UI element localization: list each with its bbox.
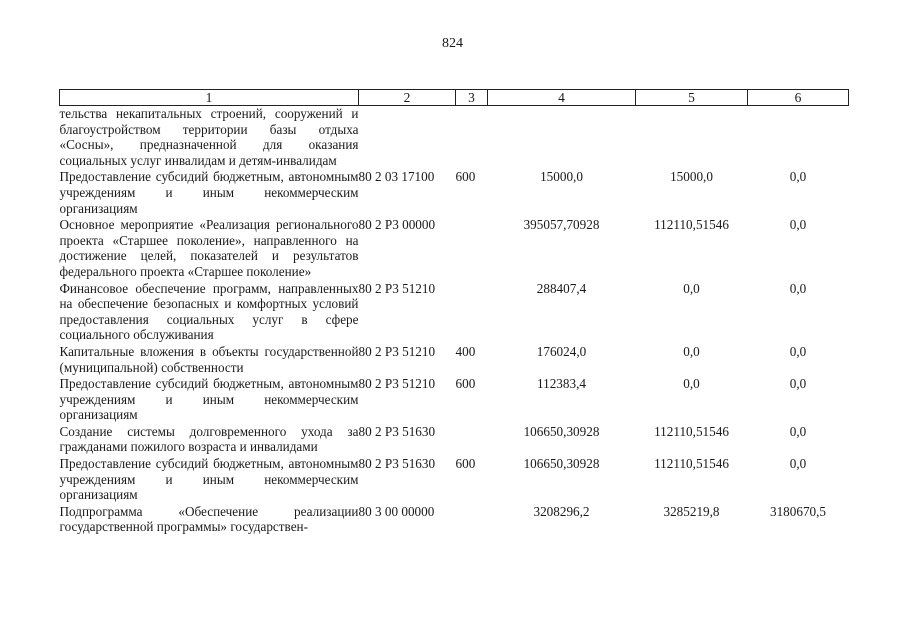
column-header-5: 5: [636, 90, 748, 106]
column-header-6: 6: [748, 90, 849, 106]
row-value-1: [488, 106, 636, 170]
table-row: [60, 456, 849, 504]
row-value-3: 0,0: [789, 423, 807, 439]
row-value-2: 112110,51546: [654, 456, 729, 472]
row-value-2: 0,0: [683, 280, 700, 296]
row-value-1: 15000,0: [540, 169, 583, 185]
row-value-2: 15000,0: [670, 169, 713, 185]
row-code: 80 2 P3 51630: [358, 423, 436, 439]
column-header-2: 2: [359, 90, 456, 106]
table-row: [60, 504, 849, 536]
row-expense-type: 400: [455, 343, 476, 359]
row-value-3: 0,0: [789, 343, 807, 359]
row-name: Основное мероприятие «Реализация регионального проекта «Старшее поколение», направленного на достижение целей, показателей и результатов федерального проекта «Старшее поколение»: [59, 217, 359, 279]
row-code: 80 2 P3 51630: [358, 456, 436, 472]
row-value-1: 106650,30928: [523, 456, 600, 472]
table-row: [60, 424, 849, 456]
row-value-2: 0,0: [683, 376, 700, 392]
row-value-3: 0,0: [789, 169, 807, 185]
row-name: Подпрограмма «Обеспечение реализации государственной программы» государствен-: [59, 503, 359, 535]
row-value-2: 112110,51546: [654, 217, 729, 233]
row-expense-type: 600: [455, 456, 476, 472]
row-value-1: 112383,4: [537, 376, 586, 392]
row-name: Предоставление субсидий бюджетным, автономным учреждениям и иным некоммерческим организациям: [59, 456, 359, 503]
row-value-3: [748, 106, 849, 170]
page-number: 824: [442, 36, 463, 51]
row-value-1: 106650,30928: [523, 423, 600, 439]
row-value-2: 112110,51546: [654, 423, 729, 439]
row-value-3: 3180670,5: [769, 503, 827, 519]
row-code: [359, 106, 456, 170]
row-expense-type: [456, 424, 488, 456]
column-header-1: 1: [60, 90, 359, 106]
row-name: Предоставление субсидий бюджетным, автономным учреждениям и иным некоммерческим организациям: [59, 376, 359, 423]
table-row: [60, 281, 849, 344]
row-name: Предоставление субсидий бюджетным, автономным учреждениям и иным некоммерческим организациям: [59, 169, 359, 216]
table-row: [60, 376, 849, 424]
row-value-3: 0,0: [789, 280, 807, 296]
row-value-1: 288407,4: [536, 280, 587, 296]
column-header-4: 4: [488, 90, 636, 106]
row-value-2: 0,0: [683, 343, 700, 359]
row-code: 80 3 00 00000: [358, 503, 435, 519]
row-name: Финансовое обеспечение программ, направленных на обеспечение безопасных и комфортных условий предоставления социальных услуг в сфере социального обслуживания: [59, 280, 359, 343]
row-expense-type: [456, 504, 488, 536]
table-row: [60, 344, 849, 376]
row-name: тельства некапитальных строений, сооружений и благоустройством территории базы отдыха «Сосны», предназначенной для оказания социальных услуг инвалидам и детям-инвалидам: [59, 106, 359, 168]
column-header-3: 3: [456, 90, 488, 106]
table-row: [60, 217, 849, 280]
row-code: 80 2 P3 51210: [358, 343, 436, 359]
row-value-2: [636, 106, 748, 170]
row-code: 80 2 P3 51210: [358, 280, 436, 296]
row-expense-type: [456, 217, 488, 280]
row-code: 80 2 P3 51210: [358, 376, 436, 392]
row-expense-type: 600: [455, 169, 476, 185]
row-value-3: 0,0: [789, 217, 807, 233]
row-value-3: 0,0: [789, 376, 807, 392]
row-expense-type: [456, 106, 488, 170]
row-value-1: 395057,70928: [523, 217, 600, 233]
row-value-1: 176024,0: [536, 343, 587, 359]
row-code: 80 2 P3 00000: [358, 217, 436, 233]
table-row: [60, 106, 849, 170]
table-header-row: [60, 90, 849, 106]
row-value-1: 3208296,2: [533, 503, 590, 519]
table-row: [60, 169, 849, 217]
row-name: Создание системы долговременного ухода за гражданами пожилого возраста и инвалидами: [59, 423, 359, 455]
row-value-3: 0,0: [789, 456, 807, 472]
row-code: 80 2 03 17100: [358, 169, 435, 185]
budget-table: [59, 89, 849, 536]
row-expense-type: 600: [455, 376, 476, 392]
row-value-2: 3285219,8: [663, 503, 720, 519]
row-name: Капитальные вложения в объекты государственной (муниципальной) собственности: [59, 343, 359, 375]
row-expense-type: [456, 281, 488, 344]
